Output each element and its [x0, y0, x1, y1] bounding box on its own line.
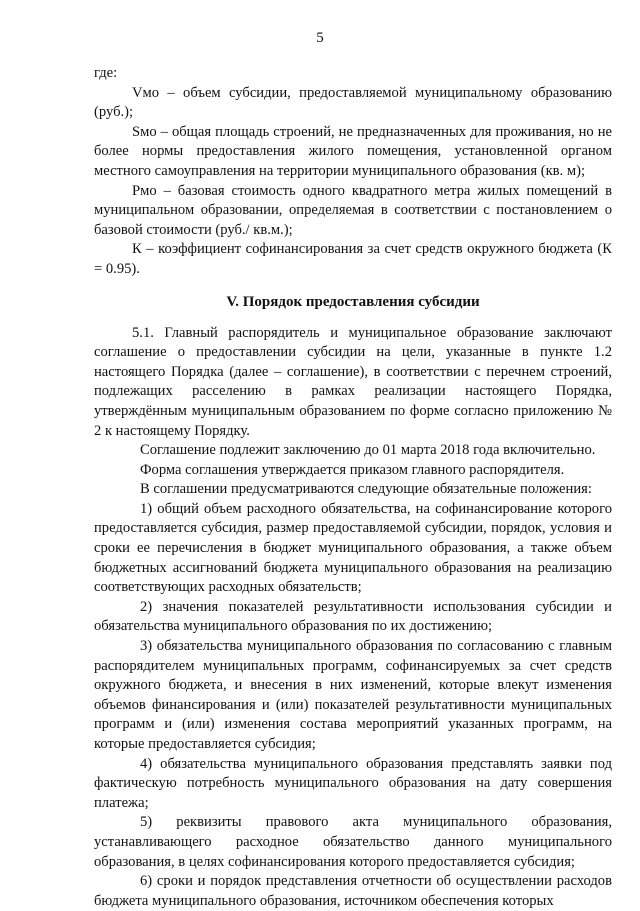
paragraph-provisions: В соглашении предусматриваются следующие обязательные положения:: [140, 481, 592, 498]
list-item-4: 4) обязательства муниципального образования представлять заявки под фактическую потребность муниципального образования на дату совершения платежа;: [94, 755, 612, 811]
intro-text: где:: [94, 65, 118, 81]
section-heading: V. Порядок предоставления субсидии: [226, 293, 480, 310]
definition-v: Vмо – объем субсидии, предоставляемой муниципальному образованию (руб.);: [94, 84, 612, 121]
definition-s: Sмо – общая площадь строений, не предназначенных для проживания, но не более нормы предоставления жилого помещения, установленной органом местного самоуправления на территории муниципального образования (кв. м);: [94, 123, 612, 179]
list-item-2: 2) значения показателей результативности использования субсидии и обязательства муниципального образования по их достижению;: [94, 598, 612, 635]
page-number: 5: [316, 30, 324, 46]
list-item-5: 5) реквизиты правового акта муниципального образования, устанавливающего расходное обязательство данного муниципального образования, в целях софинансирования которого предоставляется субсидия;: [94, 814, 612, 870]
paragraph-5-1: 5.1. Главный распорядитель и муниципальное образование заключают соглашение о предоставлении субсидии на цели, указанные в пункте 1.2 настоящего Порядка (далее – соглашение), в соответствии с перечнем строений, подлежащих расселению в рамках реализации настоящего Порядка, утверждённым муниципальным образованием по форме согласно приложению № 2 к настоящему Порядку.: [94, 324, 612, 439]
list-item-1: 1) общий объем расходного обязательства, на софинансирование которого предоставляется субсидия, размер предоставляемой субсидии, порядок, условия и сроки ее перечисления в бюджет муниципального образования, а также объем бюджетных ассигнований бюджета муниципального образования на реализацию соответствующих расходных обязательств;: [94, 500, 612, 596]
document-body: [94, 64, 612, 911]
paragraph-form: Форма соглашения утверждается приказом главного распорядителя.: [140, 461, 565, 478]
definition-k: К – коэффициент софинансирования за счет средств окружного бюджета (К = 0.95).: [94, 241, 612, 277]
list-item-6: 6) сроки и порядок представления отчетности об осуществлении расходов бюджета муниципального образования, источником обеспечения которых: [94, 873, 612, 909]
definition-p: Pмо – базовая стоимость одного квадратного метра жилых помещений в муниципальном образовании, определяемая в соответствии с постановлением о базовой стоимости (руб./ кв.м.);: [94, 182, 612, 238]
paragraph-deadline: Соглашение подлежит заключению до 01 марта 2018 года включительно.: [140, 442, 596, 459]
list-item-3: 3) обязательства муниципального образования по согласованию с главным распорядителем муниципальных программ, софинансируемых за счет средств окружного бюджета, и внесения в них изменений, которые влекут изменения объемов финансирования и (или) показателей результативности муниципальных программ и (или) изменения состава мероприятий указанных программ, на которые предоставляется субсидия;: [94, 638, 612, 752]
